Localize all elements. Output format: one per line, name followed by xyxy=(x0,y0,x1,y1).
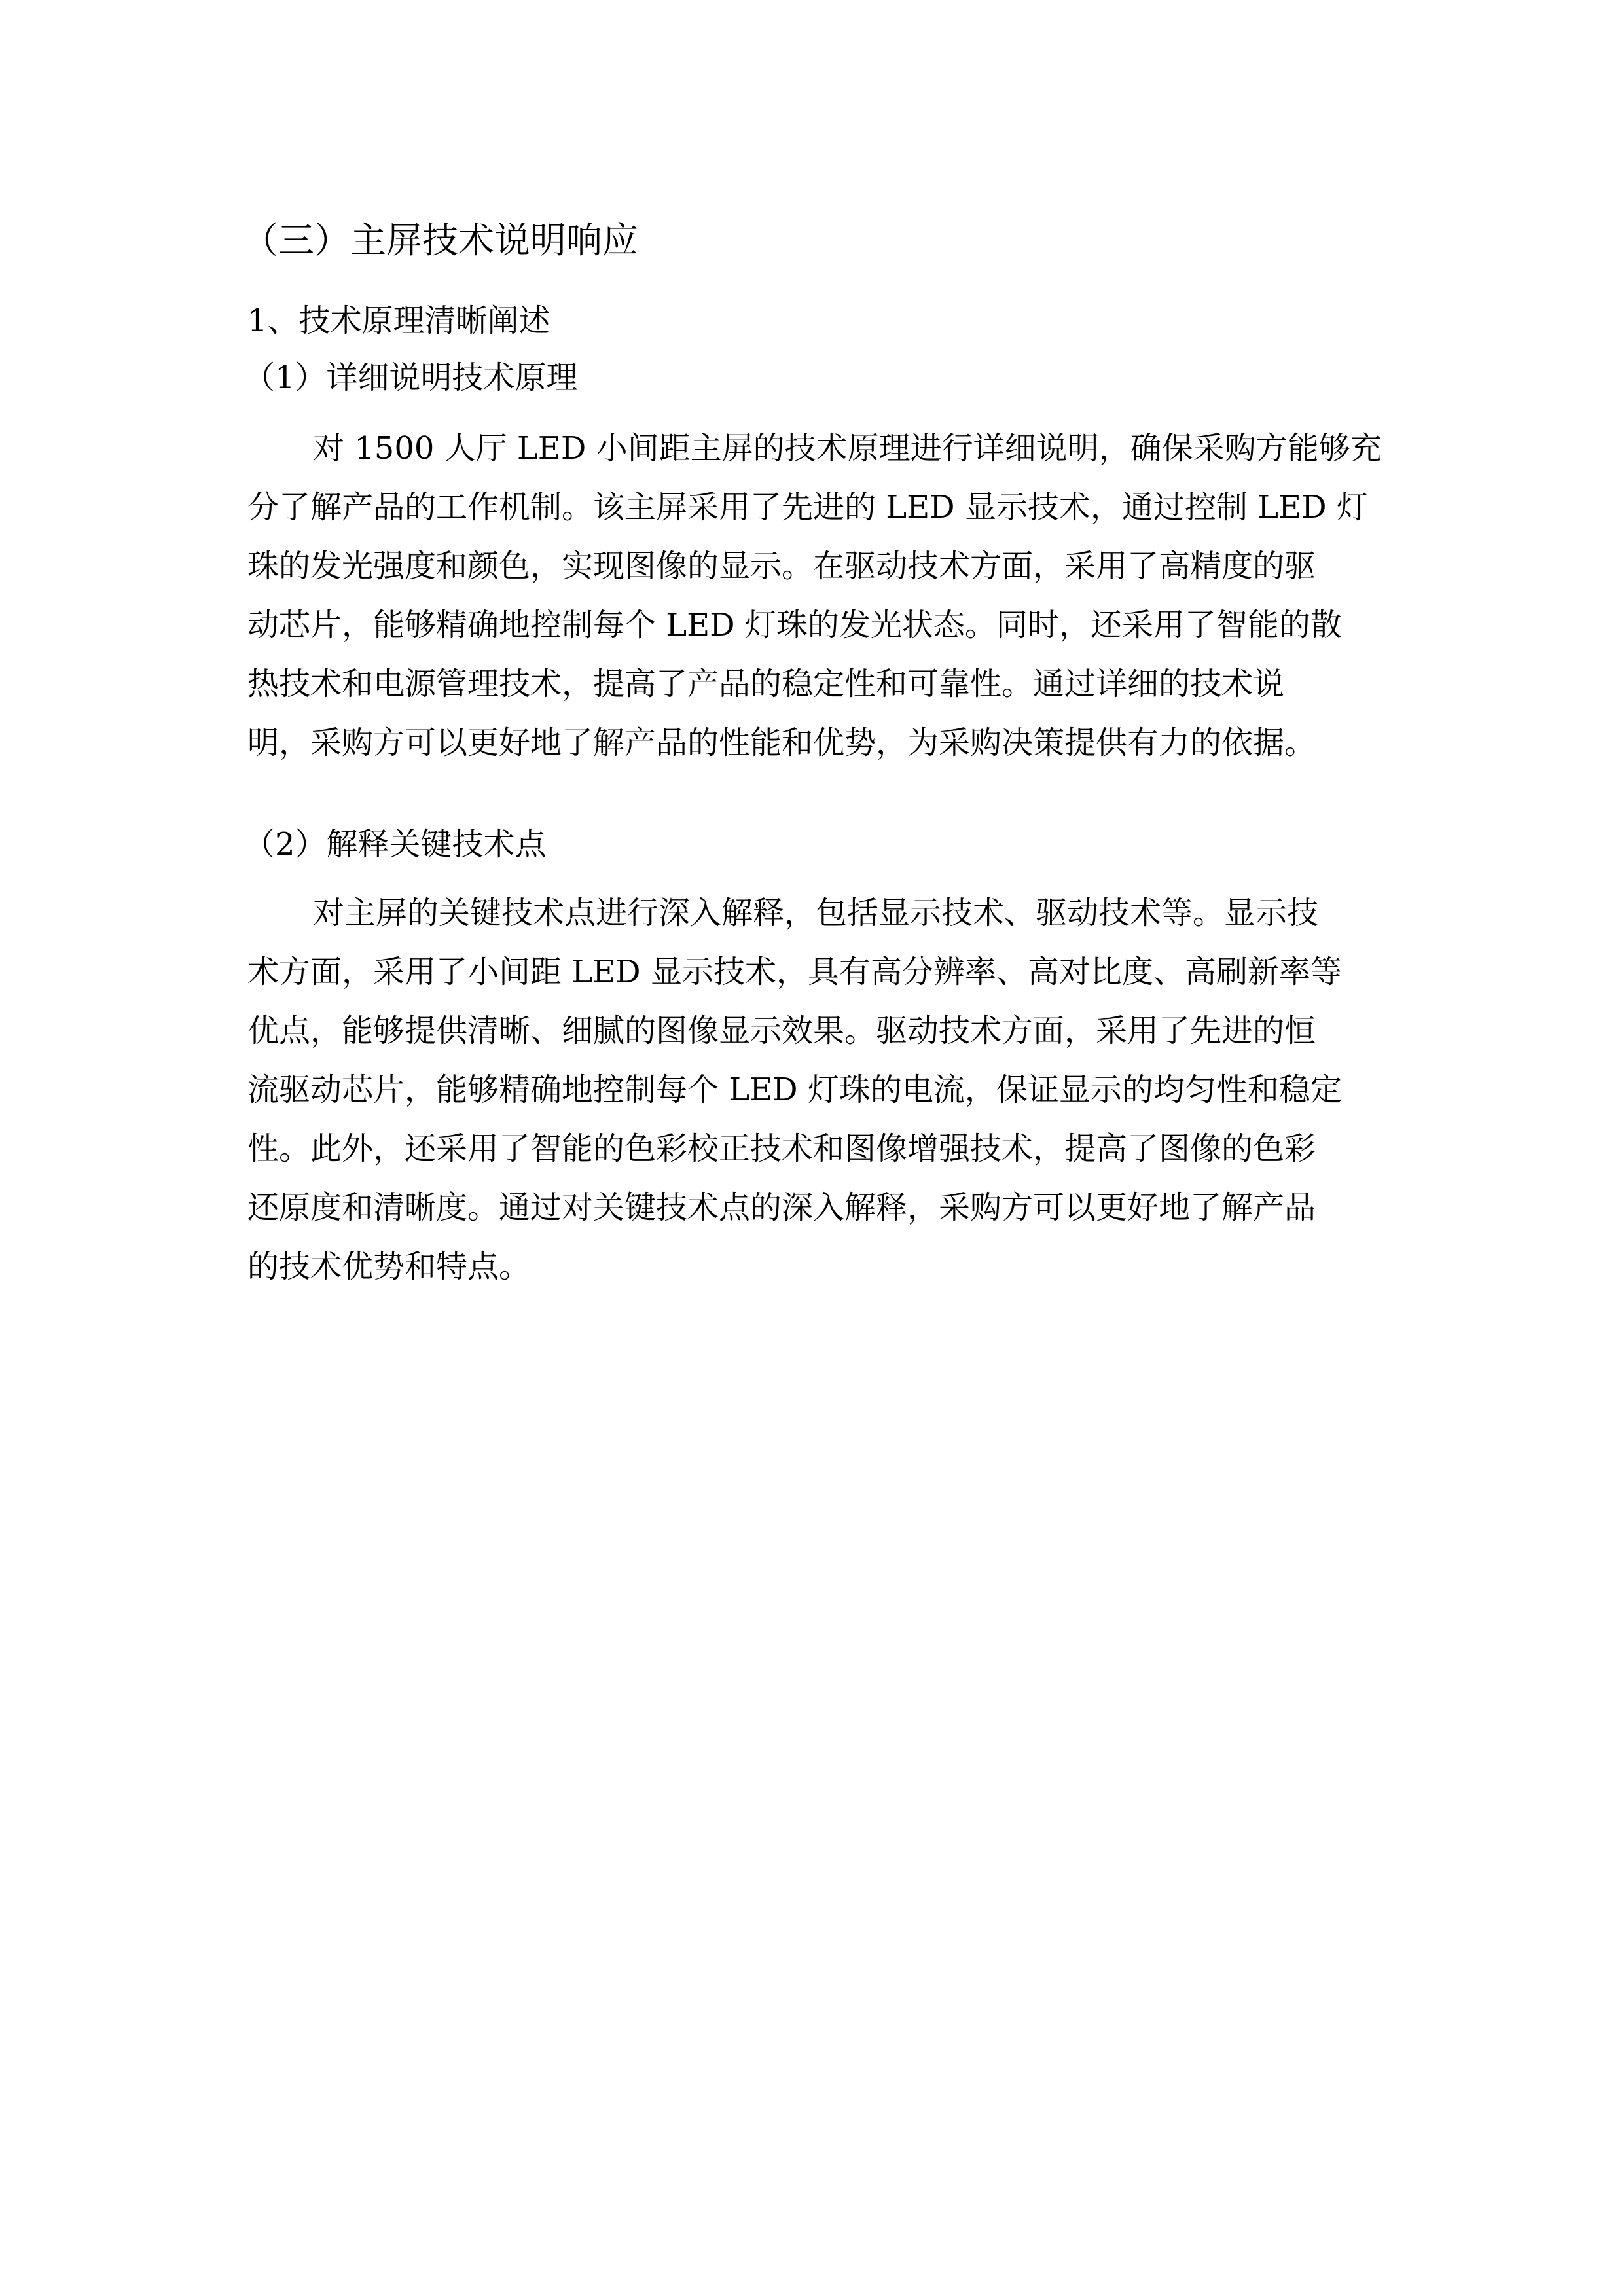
paragraph-line: 热技术和电源管理技术，提高了产品的稳定性和可靠性。通过详细的技术说 xyxy=(247,666,1285,702)
paragraph-line: 对主屏的关键技术点进行深入解释，包括显示技术、驱动技术等。显示技 xyxy=(313,895,1319,931)
paragraph-line: 珠的发光强度和颜色，实现图像的显示。在驱动技术方面，采用了高精度的驱 xyxy=(247,548,1316,584)
subsection-heading: 1、技术原理清晰阐述 xyxy=(247,302,550,339)
part-1-heading: （1）详细说明技术原理 xyxy=(244,359,578,396)
paragraph-line: 动芯片，能够精确地控制每个 LED 灯珠的发光状态。同时，还采用了智能的散 xyxy=(247,607,1342,643)
part-1-paragraph xyxy=(247,419,1394,772)
paragraph-line: 术方面，采用了小间距 LED 显示技术，具有高分辨率、高对比度、高刷新率等 xyxy=(247,954,1342,990)
part-2-paragraph xyxy=(247,884,1394,1296)
paragraph-line: 还原度和清晰度。通过对关键技术点的深入解释，采购方可以更好地了解产品 xyxy=(247,1189,1316,1226)
section-heading: （三）主屏技术说明响应 xyxy=(242,219,639,261)
paragraph-line: 的技术优势和特点。 xyxy=(247,1248,531,1285)
paragraph-line: 对 1500 人厅 LED 小间距主屏的技术原理进行详细说明，确保采购方能够充 xyxy=(313,430,1382,467)
paragraph-line: 流驱动芯片，能够精确地控制每个 LED 灯珠的电流，保证显示的均匀性和稳定 xyxy=(247,1071,1342,1108)
part-2-heading: （2）解释关键技术点 xyxy=(244,826,547,863)
paragraph-line: 明，采购方可以更好地了解产品的性能和优势，为采购决策提供有力的依据。 xyxy=(247,725,1316,761)
paragraph-line: 性。此外，还采用了智能的色彩校正技术和图像增强技术，提高了图像的色彩 xyxy=(247,1130,1316,1167)
paragraph-line: 优点，能够提供清晰、细腻的图像显示效果。驱动技术方面，采用了先进的恒 xyxy=(247,1013,1316,1049)
paragraph-line: 分了解产品的工作机制。该主屏采用了先进的 LED 显示技术，通过控制 LED 灯 xyxy=(247,489,1368,526)
